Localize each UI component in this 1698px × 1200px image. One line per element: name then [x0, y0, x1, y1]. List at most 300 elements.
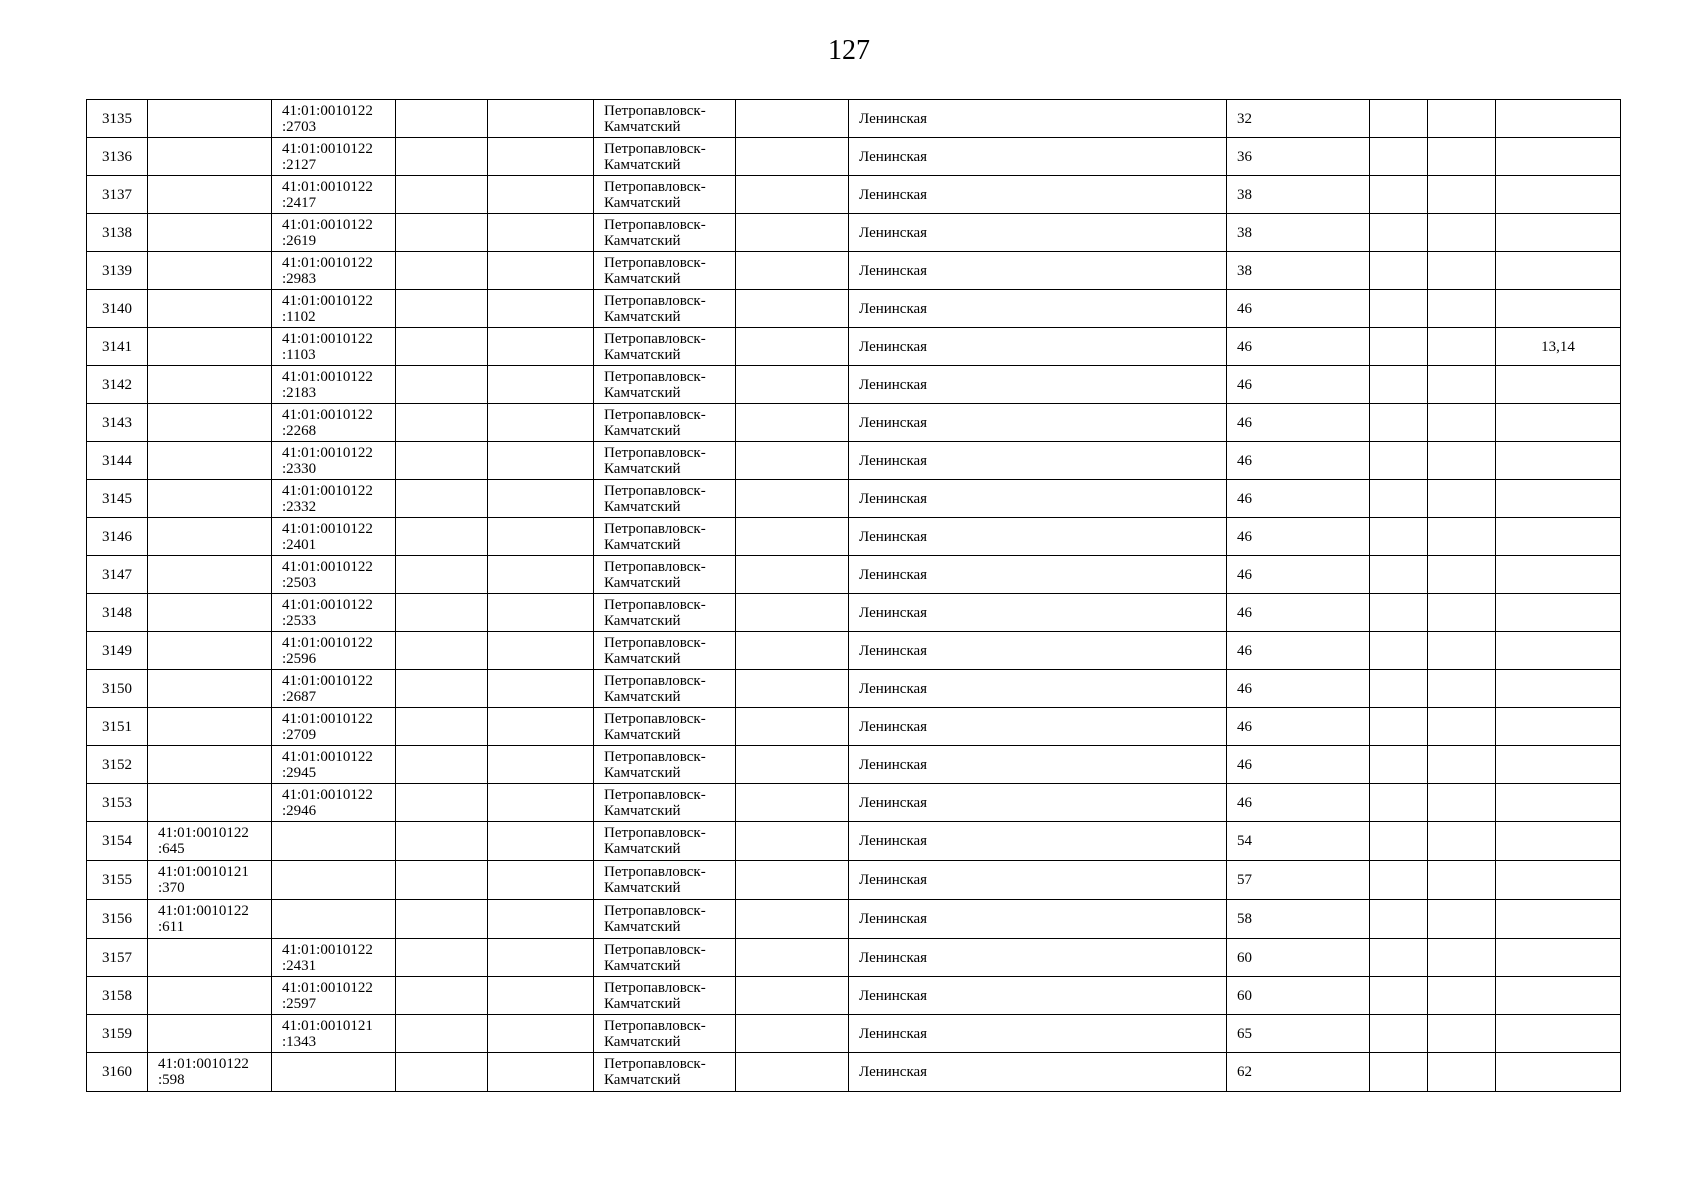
empty-cell: [1370, 670, 1428, 708]
table-row: [87, 366, 1621, 404]
city-cell: [594, 214, 736, 252]
table-row: [87, 746, 1621, 784]
empty-cell: [396, 861, 488, 900]
street-name: Ленинская: [859, 1063, 928, 1080]
empty-cell: [488, 939, 594, 977]
object-cadastral-number-part: 41:01:0010122: [282, 748, 373, 765]
empty-cell: [396, 366, 488, 404]
cadastral-number-cell: [148, 442, 272, 480]
city-name-suffix: Камчатский: [604, 841, 681, 857]
empty-cell: [736, 939, 849, 977]
street-cell: [849, 861, 1227, 900]
object-cadastral-number-cell: [272, 366, 396, 404]
object-cadastral-number-part: 41:01:0010122: [282, 140, 373, 157]
street-name: Ленинская: [859, 376, 928, 393]
table-row: [87, 708, 1621, 746]
note-cell: [1496, 366, 1621, 404]
city-name-part: Петропавловск-: [604, 786, 706, 803]
note-cell: [1496, 480, 1621, 518]
street-cell: [849, 480, 1227, 518]
street-cell: [849, 138, 1227, 176]
empty-cell: [1370, 366, 1428, 404]
city-name-suffix: Камчатский: [604, 308, 681, 325]
row-number-cell: [87, 1015, 148, 1053]
object-cadastral-number-cell: [272, 442, 396, 480]
street-name: Ленинская: [859, 871, 928, 888]
row-number: 3144: [102, 452, 132, 469]
empty-cell: [1370, 708, 1428, 746]
street-name: Ленинская: [859, 910, 928, 927]
empty-cell: [1370, 252, 1428, 290]
note-cell: [1496, 556, 1621, 594]
city-name-part: Петропавловск-: [604, 482, 706, 499]
street-cell: [849, 977, 1227, 1015]
empty-cell: [1370, 518, 1428, 556]
cadastral-number-cell: [148, 822, 272, 861]
street-cell: [849, 594, 1227, 632]
row-number-cell: [87, 366, 148, 404]
empty-cell: [736, 556, 849, 594]
street-name: Ленинская: [859, 452, 928, 469]
empty-cell: [396, 556, 488, 594]
table-row: [87, 670, 1621, 708]
cadastral-number-cell: [148, 670, 272, 708]
house-number: 46: [1237, 490, 1252, 507]
cadastral-number-cell: [148, 404, 272, 442]
object-cadastral-number-suffix: :2619: [282, 232, 317, 249]
house-number: 60: [1237, 949, 1252, 966]
row-number: 3157: [102, 949, 132, 966]
city-name-suffix: Камчатский: [604, 118, 681, 135]
house-number: 46: [1237, 452, 1252, 469]
house-number-cell: [1227, 480, 1370, 518]
row-number: 3141: [102, 338, 132, 355]
row-number: 3150: [102, 680, 132, 697]
object-cadastral-number-suffix: :1103: [282, 346, 316, 363]
house-number-cell: [1227, 556, 1370, 594]
street-name: Ленинская: [859, 680, 928, 697]
city-name-part: Петропавловск-: [604, 710, 706, 727]
object-cadastral-number-part: 41:01:0010122: [282, 444, 373, 461]
cadastral-number-part: 41:01:0010121: [158, 864, 249, 880]
cadastral-number-cell: [148, 138, 272, 176]
empty-cell: [736, 822, 849, 861]
row-number-cell: [87, 252, 148, 290]
object-cadastral-number-cell: [272, 252, 396, 290]
object-cadastral-number-suffix: :2946: [282, 802, 317, 819]
row-number: 3146: [102, 528, 132, 545]
empty-cell: [736, 518, 849, 556]
object-cadastral-number-suffix: :2687: [282, 688, 317, 705]
city-name-part: Петропавловск-: [604, 406, 706, 423]
city-name-part: Петропавловск-: [604, 903, 706, 919]
city-cell: [594, 138, 736, 176]
street-cell: [849, 176, 1227, 214]
empty-cell: [396, 480, 488, 518]
house-number-cell: [1227, 977, 1370, 1015]
city-cell: [594, 900, 736, 939]
empty-cell: [396, 708, 488, 746]
row-number: 3140: [102, 300, 132, 317]
street-name: Ленинская: [859, 566, 928, 583]
city-cell: [594, 594, 736, 632]
object-cadastral-number-cell: [272, 746, 396, 784]
page-number: 127: [828, 35, 870, 66]
row-number-cell: [87, 977, 148, 1015]
house-number-cell: [1227, 252, 1370, 290]
house-number-cell: [1227, 1015, 1370, 1053]
row-number-cell: [87, 442, 148, 480]
empty-cell: [736, 328, 849, 366]
empty-cell: [488, 822, 594, 861]
house-number: 38: [1237, 224, 1252, 241]
cadastral-number-cell: [148, 939, 272, 977]
object-cadastral-number-suffix: :1343: [282, 1033, 317, 1050]
street-cell: [849, 518, 1227, 556]
city-name-suffix: Камчатский: [604, 232, 681, 249]
empty-cell: [488, 556, 594, 594]
row-number-cell: [87, 518, 148, 556]
row-number: 3155: [102, 872, 132, 888]
street-cell: [849, 556, 1227, 594]
house-number-cell: [1227, 290, 1370, 328]
table-row: [87, 632, 1621, 670]
city-cell: [594, 1053, 736, 1092]
empty-cell: [488, 900, 594, 939]
city-cell: [594, 746, 736, 784]
empty-cell: [736, 100, 849, 138]
note-cell: [1496, 100, 1621, 138]
note-cell: [1496, 328, 1621, 366]
street-cell: [849, 822, 1227, 861]
city-name-suffix: Камчатский: [604, 536, 681, 553]
empty-cell: [1370, 556, 1428, 594]
street-cell: [849, 1053, 1227, 1092]
empty-cell: [396, 252, 488, 290]
object-cadastral-number-cell: [272, 939, 396, 977]
city-name-suffix: Камчатский: [604, 1033, 681, 1050]
city-cell: [594, 290, 736, 328]
object-cadastral-number-part: 41:01:0010122: [282, 330, 373, 347]
note-cell: [1496, 784, 1621, 822]
empty-cell: [1370, 900, 1428, 939]
city-cell: [594, 252, 736, 290]
house-number-cell: [1227, 518, 1370, 556]
city-name-suffix: Камчатский: [604, 726, 681, 743]
street-name: Ленинская: [859, 186, 928, 203]
object-cadastral-number-part: 41:01:0010122: [282, 558, 373, 575]
empty-cell: [488, 784, 594, 822]
row-number: 3136: [102, 148, 132, 165]
street-name: Ленинская: [859, 987, 928, 1004]
table-row: [87, 784, 1621, 822]
empty-cell: [396, 746, 488, 784]
empty-cell: [396, 214, 488, 252]
object-cadastral-number-part: 41:01:0010122: [282, 368, 373, 385]
object-cadastral-number-cell: [272, 290, 396, 328]
house-number: 36: [1237, 148, 1252, 165]
row-number: 3147: [102, 566, 132, 583]
house-number-cell: [1227, 176, 1370, 214]
empty-cell: [736, 214, 849, 252]
city-name-suffix: Камчатский: [604, 460, 681, 477]
empty-cell: [1370, 100, 1428, 138]
city-cell: [594, 977, 736, 1015]
empty-cell: [736, 290, 849, 328]
row-number-cell: [87, 784, 148, 822]
table-row: [87, 594, 1621, 632]
empty-cell: [488, 480, 594, 518]
street-cell: [849, 404, 1227, 442]
empty-cell: [1428, 632, 1496, 670]
city-name-part: Петропавловск-: [604, 825, 706, 841]
city-cell: [594, 822, 736, 861]
city-name-suffix: Камчатский: [604, 346, 681, 363]
empty-cell: [488, 176, 594, 214]
empty-cell: [1428, 214, 1496, 252]
empty-cell: [396, 784, 488, 822]
cadastral-number-cell: [148, 784, 272, 822]
city-name-suffix: Камчатский: [604, 612, 681, 629]
empty-cell: [1428, 252, 1496, 290]
row-number-cell: [87, 861, 148, 900]
empty-cell: [396, 328, 488, 366]
house-number-cell: [1227, 1053, 1370, 1092]
street-cell: [849, 670, 1227, 708]
object-cadastral-number-cell: [272, 518, 396, 556]
house-number: 46: [1237, 300, 1252, 317]
empty-cell: [396, 138, 488, 176]
object-cadastral-number-cell: [272, 556, 396, 594]
city-name-part: Петропавловск-: [604, 558, 706, 575]
empty-cell: [1370, 784, 1428, 822]
city-name-part: Петропавловск-: [604, 748, 706, 765]
empty-cell: [396, 518, 488, 556]
house-number-cell: [1227, 138, 1370, 176]
empty-cell: [396, 977, 488, 1015]
city-name-suffix: Камчатский: [604, 802, 681, 819]
empty-cell: [1428, 1015, 1496, 1053]
cadastral-number-cell: [148, 632, 272, 670]
city-cell: [594, 939, 736, 977]
table-row: [87, 1015, 1621, 1053]
object-cadastral-number-part: 41:01:0010122: [282, 178, 373, 195]
empty-cell: [488, 746, 594, 784]
house-number: 54: [1237, 832, 1252, 849]
note-cell: [1496, 670, 1621, 708]
table-row: [87, 252, 1621, 290]
house-number: 58: [1237, 910, 1252, 927]
object-cadastral-number-cell: [272, 176, 396, 214]
city-name-part: Петропавловск-: [604, 140, 706, 157]
city-name-part: Петропавловск-: [604, 292, 706, 309]
empty-cell: [488, 290, 594, 328]
city-name-suffix: Камчатский: [604, 1072, 681, 1088]
empty-cell: [488, 138, 594, 176]
note-value: 13,14: [1541, 338, 1575, 355]
cadastral-number-cell: [148, 366, 272, 404]
house-number: 46: [1237, 642, 1252, 659]
object-cadastral-number-cell: [272, 632, 396, 670]
note-cell: [1496, 632, 1621, 670]
house-number: 46: [1237, 718, 1252, 735]
row-number: 3156: [102, 911, 132, 927]
object-cadastral-number-cell: [272, 328, 396, 366]
street-name: Ленинская: [859, 1025, 928, 1042]
row-number: 3148: [102, 604, 132, 621]
table-row: [87, 518, 1621, 556]
city-cell: [594, 480, 736, 518]
house-number: 32: [1237, 110, 1252, 127]
street-name: Ленинская: [859, 756, 928, 773]
house-number-cell: [1227, 670, 1370, 708]
table-row: [87, 138, 1621, 176]
cadastral-number-suffix: :611: [158, 919, 185, 935]
city-name-part: Петропавловск-: [604, 444, 706, 461]
city-name-suffix: Камчатский: [604, 688, 681, 705]
row-number: 3137: [102, 186, 132, 203]
empty-cell: [736, 746, 849, 784]
street-name: Ленинская: [859, 110, 928, 127]
cadastral-number-cell: [148, 977, 272, 1015]
row-number-cell: [87, 480, 148, 518]
empty-cell: [1428, 670, 1496, 708]
row-number-cell: [87, 290, 148, 328]
city-cell: [594, 518, 736, 556]
house-number-cell: [1227, 939, 1370, 977]
object-cadastral-number-part: 41:01:0010122: [282, 596, 373, 613]
empty-cell: [488, 328, 594, 366]
cadastral-number-part: 41:01:0010122: [158, 903, 249, 919]
house-number: 46: [1237, 680, 1252, 697]
city-cell: [594, 708, 736, 746]
row-number: 3152: [102, 756, 132, 773]
table-row: [87, 822, 1621, 861]
empty-cell: [1370, 594, 1428, 632]
house-number-cell: [1227, 900, 1370, 939]
object-cadastral-number-suffix: :2503: [282, 574, 317, 591]
street-name: Ленинская: [859, 300, 928, 317]
empty-cell: [736, 1015, 849, 1053]
empty-cell: [1428, 442, 1496, 480]
object-cadastral-number-part: 41:01:0010122: [282, 292, 373, 309]
object-cadastral-number-part: 41:01:0010122: [282, 710, 373, 727]
cadastral-number-cell: [148, 861, 272, 900]
table-row: [87, 176, 1621, 214]
house-number-cell: [1227, 708, 1370, 746]
table-row: [87, 939, 1621, 977]
empty-cell: [1428, 708, 1496, 746]
note-cell: [1496, 138, 1621, 176]
row-number-cell: [87, 100, 148, 138]
empty-cell: [488, 442, 594, 480]
empty-cell: [396, 290, 488, 328]
house-number: 46: [1237, 338, 1252, 355]
object-cadastral-number-part: 41:01:0010122: [282, 254, 373, 271]
house-number: 46: [1237, 528, 1252, 545]
street-cell: [849, 900, 1227, 939]
row-number-cell: [87, 594, 148, 632]
empty-cell: [1370, 632, 1428, 670]
note-cell: [1496, 442, 1621, 480]
empty-cell: [396, 900, 488, 939]
empty-cell: [1428, 290, 1496, 328]
empty-cell: [488, 670, 594, 708]
city-cell: [594, 556, 736, 594]
note-cell: [1496, 861, 1621, 900]
empty-cell: [396, 176, 488, 214]
object-cadastral-number-suffix: :2983: [282, 270, 317, 287]
cadastral-number-suffix: :598: [158, 1072, 185, 1088]
object-cadastral-number-suffix: :2417: [282, 194, 317, 211]
house-number: 46: [1237, 376, 1252, 393]
city-cell: [594, 784, 736, 822]
object-cadastral-number-suffix: :2183: [282, 384, 317, 401]
city-name-suffix: Камчатский: [604, 919, 681, 935]
table-row: [87, 1053, 1621, 1092]
empty-cell: [1428, 480, 1496, 518]
empty-cell: [396, 822, 488, 861]
empty-cell: [736, 708, 849, 746]
row-number-cell: [87, 556, 148, 594]
row-number: 3151: [102, 718, 132, 735]
street-cell: [849, 290, 1227, 328]
city-name-suffix: Камчатский: [604, 194, 681, 211]
city-cell: [594, 861, 736, 900]
row-number: 3135: [102, 110, 132, 127]
city-name-suffix: Камчатский: [604, 498, 681, 515]
object-cadastral-number-suffix: :2596: [282, 650, 317, 667]
cadastral-number-cell: [148, 1053, 272, 1092]
empty-cell: [1428, 138, 1496, 176]
object-cadastral-number-cell: [272, 100, 396, 138]
empty-cell: [1370, 977, 1428, 1015]
row-number-cell: [87, 138, 148, 176]
house-number-cell: [1227, 214, 1370, 252]
empty-cell: [488, 1053, 594, 1092]
object-cadastral-number-cell: [272, 977, 396, 1015]
street-name: Ленинская: [859, 794, 928, 811]
note-cell: [1496, 746, 1621, 784]
note-cell: [1496, 214, 1621, 252]
street-cell: [849, 214, 1227, 252]
city-name-part: Петропавловск-: [604, 634, 706, 651]
object-cadastral-number-suffix: :2703: [282, 118, 317, 135]
city-name-part: Петропавловск-: [604, 330, 706, 347]
cadastral-number-cell: [148, 100, 272, 138]
cadastral-number-cell: [148, 518, 272, 556]
object-cadastral-number-part: 41:01:0010122: [282, 979, 373, 996]
street-name: Ленинская: [859, 642, 928, 659]
row-number: 3158: [102, 987, 132, 1004]
empty-cell: [1428, 900, 1496, 939]
city-name-part: Петропавловск-: [604, 864, 706, 880]
empty-cell: [1428, 1053, 1496, 1092]
city-cell: [594, 100, 736, 138]
object-cadastral-number-suffix: :2401: [282, 536, 317, 553]
empty-cell: [396, 594, 488, 632]
city-name-part: Петропавловск-: [604, 254, 706, 271]
city-name-part: Петропавловск-: [604, 596, 706, 613]
empty-cell: [1370, 176, 1428, 214]
object-cadastral-number-part: 41:01:0010122: [282, 941, 373, 958]
house-number: 46: [1237, 414, 1252, 431]
note-cell: [1496, 252, 1621, 290]
table-row: [87, 328, 1621, 366]
cadastral-number-cell: [148, 252, 272, 290]
row-number-cell: [87, 214, 148, 252]
city-name-part: Петропавловск-: [604, 979, 706, 996]
